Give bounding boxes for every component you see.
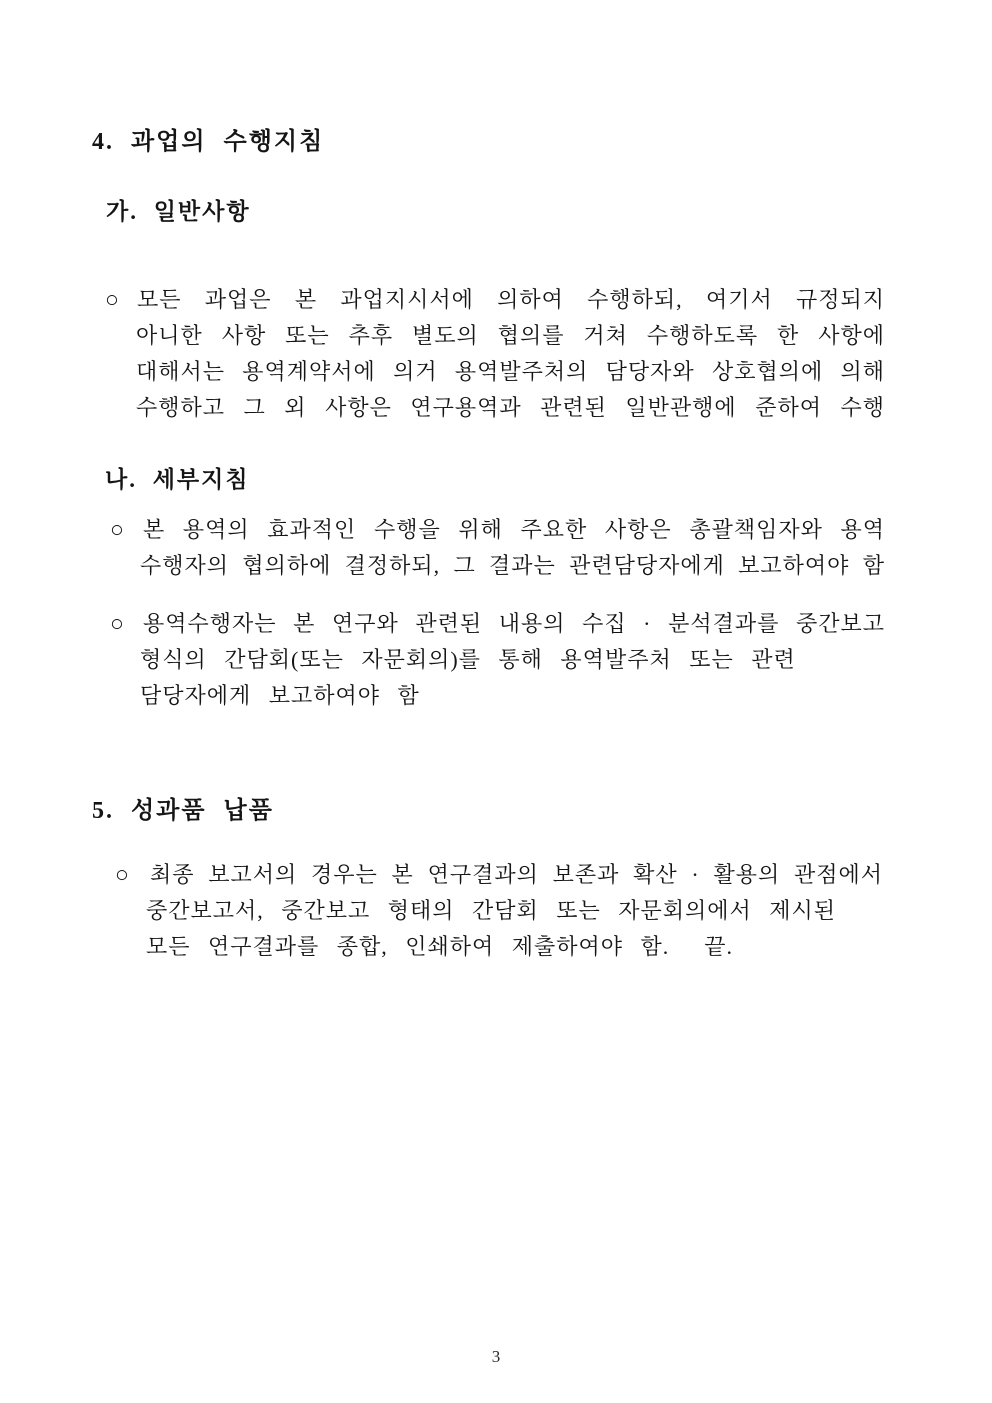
body-line: 모든 과업은 본 과업지시서에 의하여 수행하되, 여기서 규정되지 (137, 287, 885, 312)
body-line: 수행하고 그 외 사항은 연구용역과 관련된 일반관행에 준하여 수행 (136, 395, 885, 420)
bullet-circle-icon: ○ (110, 517, 124, 542)
body-line: 본 용역의 효과적인 수행을 위해 주요한 사항은 총괄책임자와 용역 (143, 517, 885, 542)
body-line: 중간보고서, 중간보고 형태의 간담회 또는 자문회의에서 제시된 (146, 898, 837, 923)
body-line: 수행자의 협의하에 결정하되, 그 결과는 관련담당자에게 보고하여야 함 (140, 553, 885, 578)
body-line: 담당자에게 보고하여야 함 (140, 683, 420, 708)
bullet-circle-icon: ○ (105, 287, 119, 312)
bullet-circle-icon: ○ (110, 611, 124, 636)
page-number: 3 (491, 1347, 501, 1366)
body-line: 모든 연구결과를 종합, 인쇄하여 제출하여야 함. 끝. (146, 934, 734, 959)
bullet-circle-icon: ○ (115, 862, 129, 887)
subsection-na-heading: 나. 세부지침 (105, 467, 250, 492)
body-line: 용역수행자는 본 연구와 관련된 내용의 수집 · 분석결과를 중간보고 (143, 611, 885, 636)
body-line: 대해서는 용역계약서에 의거 용역발주처의 담당자와 상호협의에 의해 (136, 359, 885, 384)
subsection-ga-heading: 가. 일반사항 (106, 199, 251, 224)
section-4-heading: 4. 과업의 수행지침 (92, 129, 325, 155)
section-5-heading: 5. 성과품 납품 (92, 798, 274, 824)
body-line: 형식의 간담회(또는 자문회의)를 통해 용역발주처 또는 관련 (140, 647, 796, 672)
body-line: 아니한 사항 또는 추후 별도의 협의를 거쳐 수행하도록 한 사항에 (136, 323, 885, 348)
body-line: 최종 보고서의 경우는 본 연구결과의 보존과 확산 · 활용의 관점에서 (150, 862, 883, 887)
